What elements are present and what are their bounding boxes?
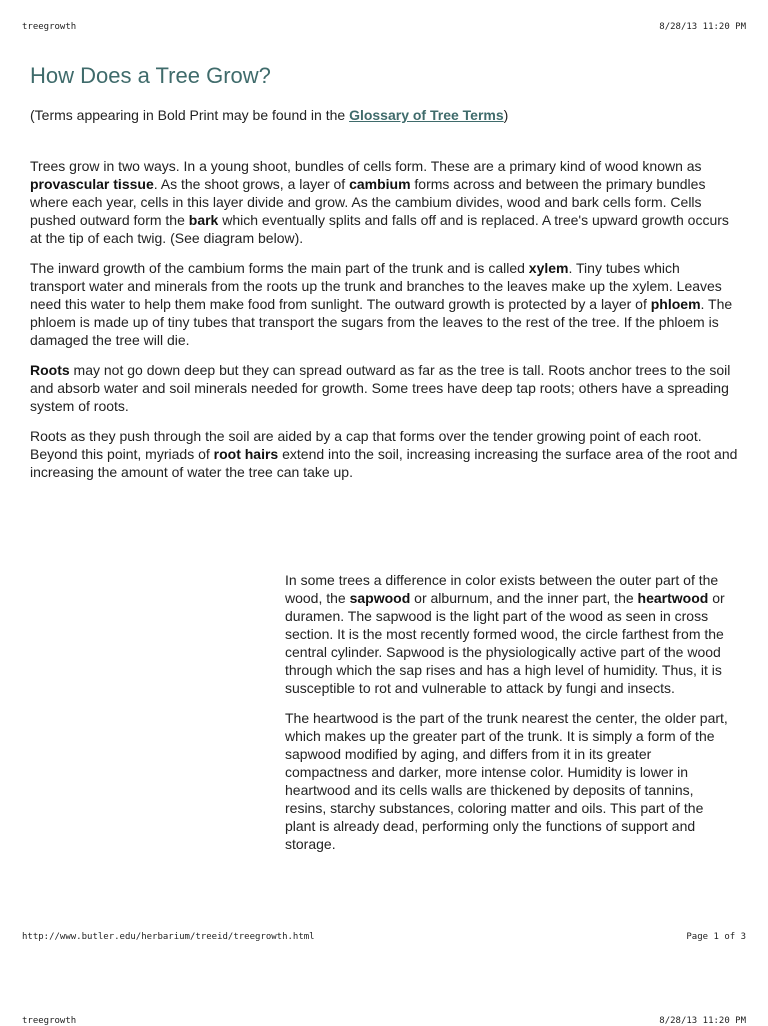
bold-term: heartwood <box>637 590 709 606</box>
text-run: . The phloem is made up of tiny tubes that transport the sugars from the leaves to the rest of the tree. If the phloem is damaged the tree will die. <box>30 296 733 348</box>
next-page-header-title: treegrowth <box>22 1016 77 1026</box>
text-run: The inward growth of the cambium forms the main part of the trunk and is called <box>30 260 529 276</box>
page-title: How Does a Tree Grow? <box>30 63 271 88</box>
text-run: Trees grow in two ways. In a young shoot, bundles of cells form. These are a primary kind of wood known as <box>30 158 702 174</box>
text-run: forms across and between the primary bundles where each year, cells in this layer divide and grow. As the cambium divides, wood and bark cells form. Cells pushed outward form the <box>30 176 706 228</box>
bold-term: phloem <box>650 296 701 312</box>
print-header-date: 8/28/13 11:20 PM <box>659 22 746 32</box>
text-run: In some trees a difference in color exists between the outer part of the wood, the <box>285 572 719 606</box>
bold-term: provascular tissue <box>30 176 154 192</box>
paragraph <box>30 427 738 481</box>
text-run: The heartwood is the part of the trunk nearest the center, the older part, which makes up the greater part of the trunk. It is simply a form of the sapwood modified by aging, and differs from it in its greater compactness and darker, more intense color. Humidity is lower in heartwood and its cells walls are thickened by deposits of tannins, resins, starchy substances, coloring matter and oils. This part of the plant is already dead, performing only the functions of support and storage. <box>285 710 728 852</box>
text-run: or alburnum, and the inner part, the <box>410 590 638 606</box>
bold-term: Roots <box>30 362 70 378</box>
text-run: which eventually splits and falls off and is replaced. A tree's upward growth occurs at the tip of each twig. (See diagram below). <box>30 212 729 246</box>
print-header <box>22 22 746 32</box>
paragraph <box>30 259 738 349</box>
text-run: may not go down deep but they can spread outward as far as the tree is tall. Roots anchor trees to the soil and absorb water and soil minerals needed for growth. Some trees have deep tap roots; others have a spreading system of roots. <box>30 362 731 414</box>
main-text <box>30 157 738 493</box>
text-run: Roots as they push through the soil are aided by a cap that forms over the tender growing point of each root. Beyond this point, myriads of <box>30 428 702 462</box>
wood-text <box>285 571 735 865</box>
text-run: or duramen. The sapwood is the light part of the wood as seen in cross section. It is the most recently formed wood, the circle farthest from the central cylinder. Sapwood is the physiologically active part of the wood through which the sap rises and has a high level of humidity. Thus, it is susceptible to rot and vulnerable to attack by fungi and insects. <box>285 590 725 696</box>
text-run: . Tiny tubes which transport water and minerals from the roots up the trunk and branches to the leaves make up the xylem. Leaves need this water to help them make food from sunlight. The outward growth is protected by a layer of <box>30 260 722 312</box>
text-run: extend into the soil, increasing increasing the surface area of the root and increasing the amount of water the tree can take up. <box>30 446 738 480</box>
paragraph <box>285 709 735 853</box>
bold-term: root hairs <box>213 446 279 462</box>
paragraph <box>30 361 738 415</box>
paragraph <box>30 157 738 247</box>
print-footer <box>22 932 746 942</box>
next-page-header-date: 8/28/13 11:20 PM <box>659 1016 746 1026</box>
glossary-link[interactable]: Glossary of Tree Terms <box>349 107 504 123</box>
next-page-header <box>22 1016 746 1026</box>
page-number: Page 1 of 3 <box>686 932 746 942</box>
bold-term: bark <box>188 212 219 228</box>
source-url: http://www.butler.edu/herbarium/treeid/treegrowth.html <box>22 932 315 942</box>
print-header-title: treegrowth <box>22 22 77 32</box>
glossary-note-prefix: (Terms appearing in Bold Print may be found in the <box>30 107 350 123</box>
glossary-note <box>30 106 508 124</box>
bold-term: sapwood <box>349 590 411 606</box>
bold-term: xylem <box>528 260 569 276</box>
bold-term: cambium <box>349 176 411 192</box>
glossary-note-suffix: ) <box>503 107 509 123</box>
text-run: . As the shoot grows, a layer of <box>153 176 350 192</box>
paragraph <box>285 571 735 697</box>
